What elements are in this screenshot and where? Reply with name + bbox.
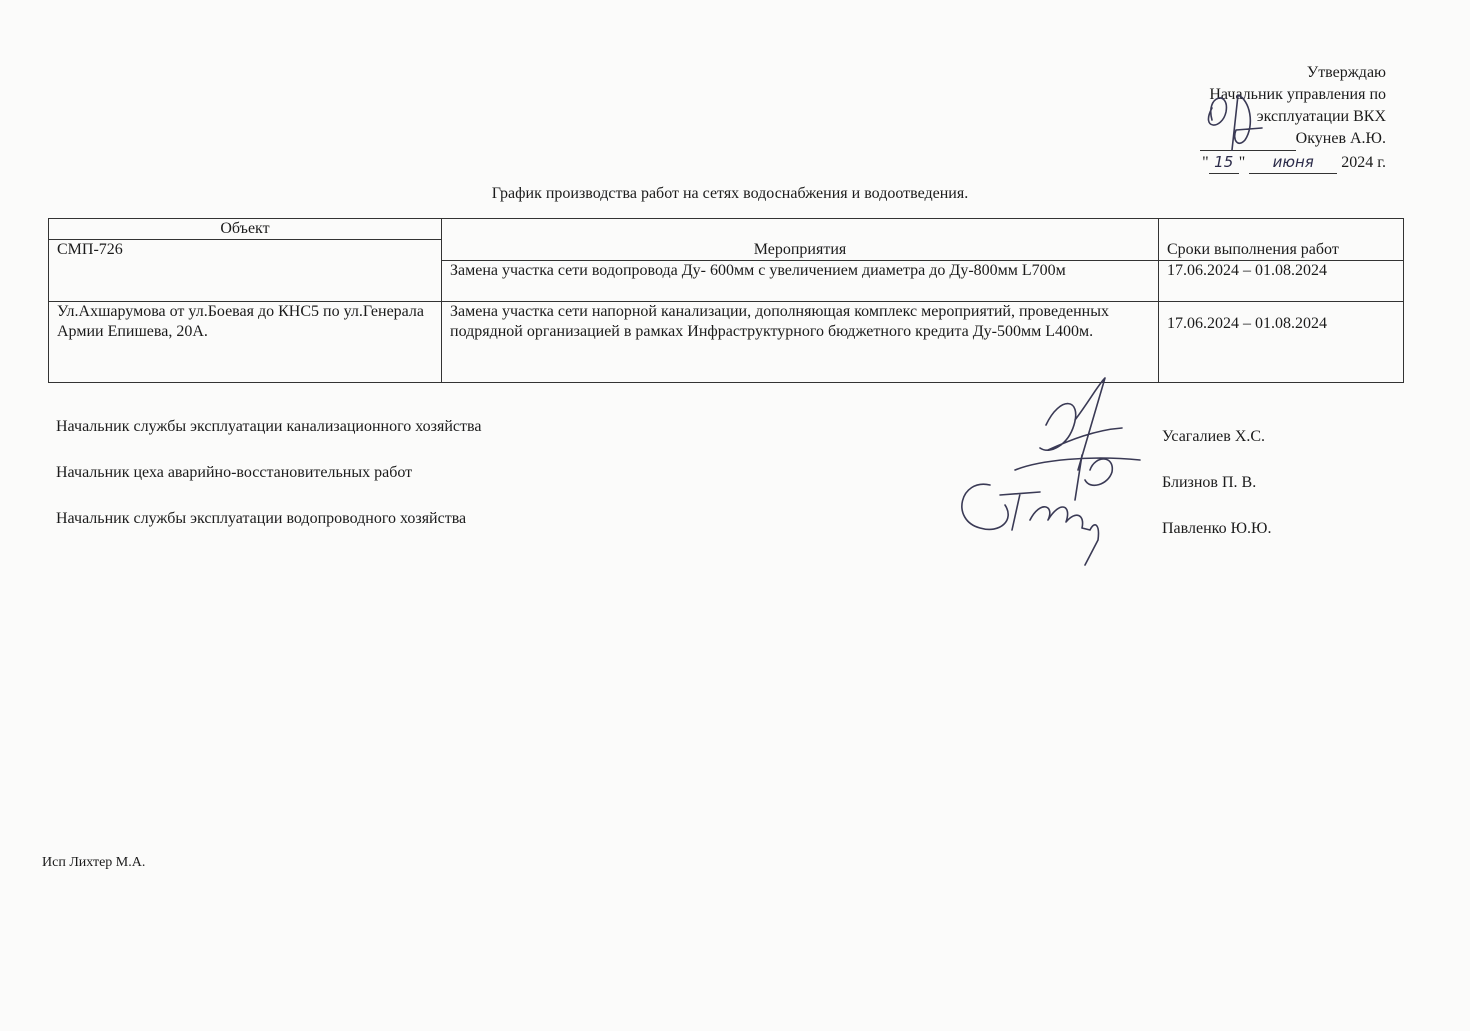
cell-activity-1: Замена участка сети водопровода Ду- 600мм с увеличением диаметра до Ду-800мм L700м <box>442 260 1159 301</box>
schedule-table <box>48 218 1404 383</box>
signatory-name-2: Близнов П. В. <box>1162 474 1257 491</box>
approver-name: Окунев А.Ю. <box>1295 130 1386 147</box>
approval-year: 2024 г. <box>1341 154 1386 171</box>
header-deadlines-spacer <box>1159 219 1404 240</box>
approval-word: Утверждаю <box>1306 64 1386 81</box>
header-deadlines: Сроки выполнения работ <box>1159 240 1404 261</box>
signatory-position-2: Начальник цеха аварийно-восстановительных работ <box>56 464 413 481</box>
document-title: График производства работ на сетях водоснабжения и водоотведения. <box>491 185 969 202</box>
header-activities: Мероприятия <box>442 219 1159 261</box>
approval-month: июня <box>1249 151 1337 174</box>
signature-pavlenko <box>962 484 1099 565</box>
signatory-name-3: Павленко Ю.Ю. <box>1162 520 1272 537</box>
cell-dates-1: 17.06.2024 – 01.08.2024 <box>1159 260 1404 301</box>
table-header-row-1 <box>49 219 1404 240</box>
table-row <box>49 301 1404 382</box>
signatory-position-1: Начальник службы эксплуатации канализационного хозяйства <box>56 418 482 435</box>
signature-usagaliev <box>1040 378 1122 470</box>
header-object: Объект <box>49 219 442 240</box>
approval-date: " 15 " июня 2024 г. <box>1200 151 1386 174</box>
signature-bliznov <box>1015 455 1140 500</box>
cell-dates-2: 17.06.2024 – 01.08.2024 <box>1159 301 1404 382</box>
signatory-position-3: Начальник службы эксплуатации водопроводного хозяйства <box>56 510 467 527</box>
approver-name-line <box>1200 128 1386 151</box>
cell-object-2: Ул.Ахшарумова от ул.Боевая до КНС5 по ул.Генерала Армии Епишева, 20А. <box>49 301 442 382</box>
cell-object-1: СМП-726 <box>49 240 442 302</box>
approver-position-line2: эксплуатации ВКХ <box>1256 108 1386 125</box>
approver-position-line1: Начальник управления по <box>1209 86 1386 103</box>
approver-signature-line <box>1200 128 1296 151</box>
approval-day: 15 <box>1209 151 1239 174</box>
executor-note: Исп Лихтер М.А. <box>42 855 146 870</box>
approval-block <box>1200 62 1386 174</box>
cell-activity-2: Замена участка сети напорной канализации, дополняющая комплекс мероприятий, проведенных подрядной организацией в рамках Инфраструктурного бюджетного кредита Ду-500мм L400м. <box>442 301 1159 382</box>
signatory-name-1: Усагалиев Х.С. <box>1162 428 1266 445</box>
